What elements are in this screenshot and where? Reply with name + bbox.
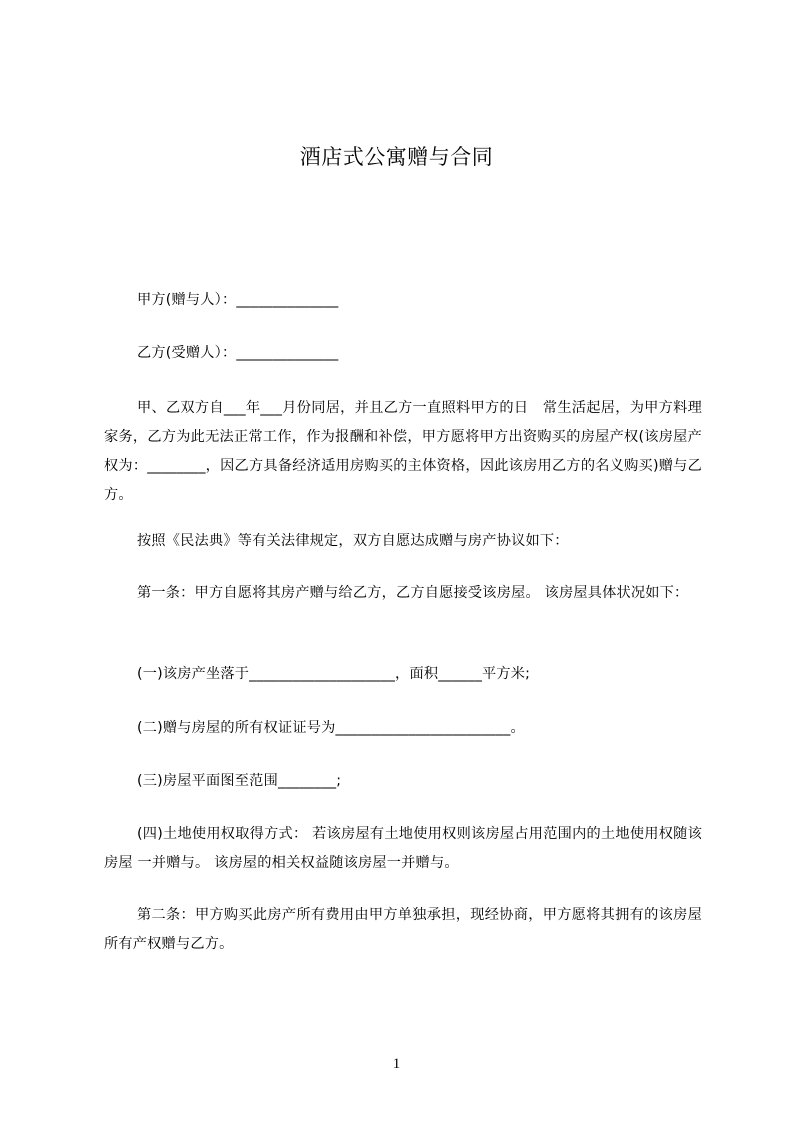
legal-basis-paragraph: 按照《民法典》等有关法律规定，双方自愿达成赠与房产协议如下： xyxy=(137,533,569,549)
article-1-paragraph: 第一条：甲方自愿将其房产赠与给乙方，乙方自愿接受该房屋。 该房屋具体状况如下： xyxy=(137,585,689,601)
clause-4-land-use: (四)土地使用权取得方式： 若该房屋有土地使用权则该房屋占用范围内的土地使用权随该房屋 一并赠与。 该房屋的相关权益随该房屋一并赠与。 xyxy=(104,826,702,871)
document-title: 酒店式公寓赠与合同 xyxy=(299,145,494,169)
clause-2-certificate: (二)赠与房屋的所有权证证号为________________________。 xyxy=(137,720,525,736)
preamble-paragraph: 甲、乙双方自___年___月份同居，并且乙方一直照料甲方的日 常生活起居，为甲方料理家务，乙方为此无法正常工作，作为报酬和补偿，甲方愿将甲方出资购买的房屋产权(该房屋产权为：________，因乙方具备经济适用房购买的主体资格，因此该房用乙方的名义购买)赠与乙 方。 xyxy=(104,400,717,503)
clause-1-location: (一)该房产坐落于____________________，面积______平方米; xyxy=(137,666,531,682)
party-b-line: 乙方(受赠人）：______________ xyxy=(137,345,339,361)
page-number: 1 xyxy=(392,1056,401,1072)
clause-3-floor-plan: (三)房屋平面图至范围________; xyxy=(137,773,342,789)
party-a-line: 甲方(赠与人）：______________ xyxy=(137,292,339,308)
article-2-paragraph: 第二条：甲方购买此房产所有费用由甲方单独承担，现经协商，甲方愿将其拥有的该房屋所有产权赠与乙方。 xyxy=(104,907,702,952)
